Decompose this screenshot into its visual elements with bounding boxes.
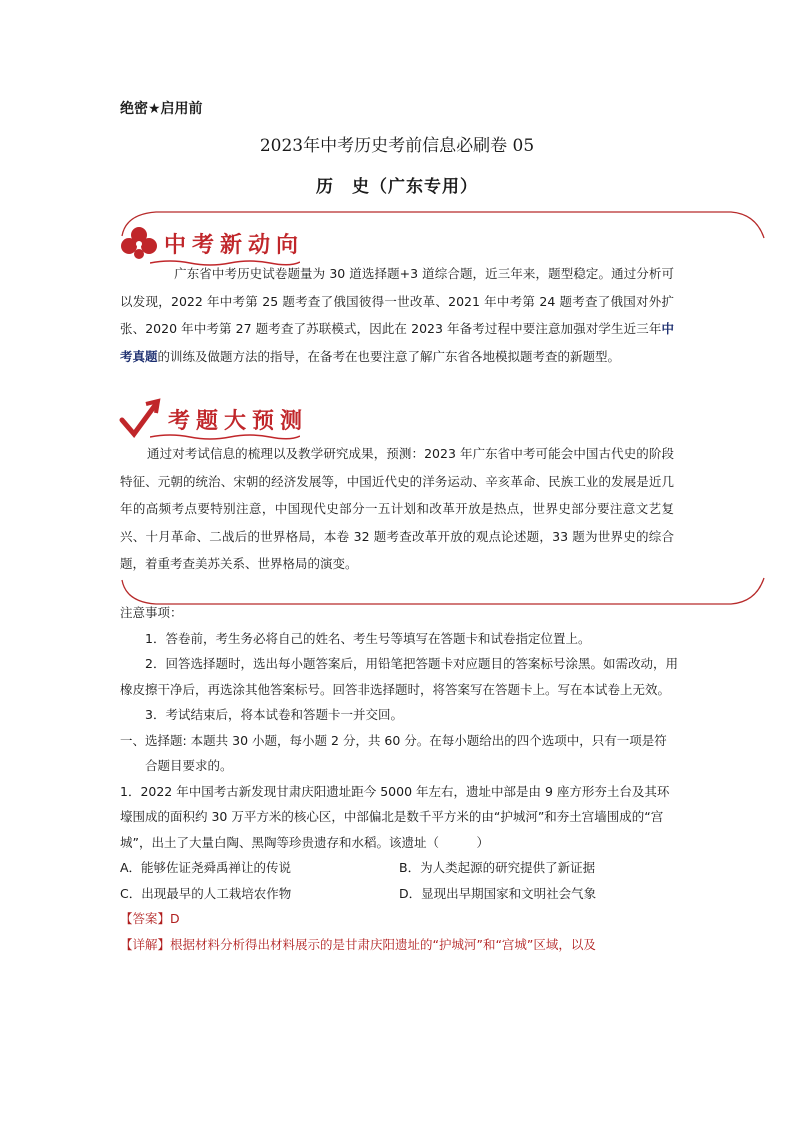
option-d[interactable]: D．显现出早期国家和文明社会气象 (399, 885, 597, 901)
note-item: 1．答卷前，考生务必将自己的姓名、考生号等填写在答题卡和试卷指定位置上。 (145, 630, 591, 646)
heading-underline (150, 432, 300, 440)
trend-text-c: 的训练及做题方法的指导，在备考在也要注意了解广东省各地模拟题考查的新题型。 (157, 348, 621, 364)
notes-block (120, 600, 678, 957)
exam-subject: 历 史（广东专用） (316, 177, 478, 197)
note-item: 3．考试结束后，将本试卷和答题卡一并交回。 (145, 707, 403, 722)
trend-text-a: 广东省中考历史试卷题量为 30 道选择题+3 道综合题，近三年来，题型稳定。通过分析可以发现，2022 年中考第 25 题考查了俄国彼得一世改革、2021 年中考第 24 题考查了俄国对外扩张、2020 年中考第 27 题考查了苏联模式，因此在 2023 年备考过程中要注意加强对学生近三年 (120, 266, 674, 336)
confidential-label: 绝密★启用前 (120, 101, 203, 117)
options-row (120, 855, 678, 881)
option-b[interactable]: B．为人类起源的研究提供了新证据 (399, 860, 596, 875)
flower-icon (120, 226, 158, 262)
forecast-heading: 考题大预测 (168, 409, 309, 434)
notes-heading: 注意事项： (120, 605, 183, 620)
section-heading: 一、选择题: 本题共 30 小题，每小题 2 分，共 60 分。在每小题给出的四个选项中，只有一项是符合题目要求的。 (120, 732, 667, 773)
answer-label: 【答案】D (120, 911, 180, 926)
note-item: 2．回答选择题时，选出每小题答案后，用铅笔把答题卡对应题目的答案标号涂黑。如需改动，用橡皮擦干净后，再选涂其他答案标号。回答非选择题时，将答案写在答题卡上。写在本试卷上无效。 (120, 656, 678, 697)
option-c[interactable]: C．出现最早的人工栽培农作物 (120, 885, 292, 901)
trend-heading: 中考新动向 (164, 233, 305, 258)
forecast-paragraph: 通过对考试信息的梳理以及教学研究成果，预测：2023 年广东省中考可能会中国古代史的阶段特征、元朝的统治、宋朝的经济发展等，中国近代史的洋务运动、辛亥革命、民族工业的发展是近几年的高频考点要特别注意，中国现代史部分一五计划和改革开放是热点，世界史部分要注意文艺复兴、十月革命、二战后的世界格局，本卷 32 题考查改革开放的观点论述题，33 题为世界史的综合题，着重考查美苏关系、世界格局的演变。 (120, 446, 674, 571)
exam-title: 2023年中考历史考前信息必刷卷 05 (259, 136, 535, 156)
trend-paragraph (120, 260, 674, 370)
question-stem: 1．2022 年中国考古新发现甘肃庆阳遗址距今 5000 年左右，遗址中部是由 9 座方形夯土台及其环壕围成的面积约 30 万平方米的核心区，中部偏北是数千平方米的由“护城河”和夯土宫墙围成的“宫城”，出土了大量白陶、黑陶等珍贵遗存和水稻。该遗址（ ） (120, 783, 670, 850)
option-a[interactable]: A．能够佐证尧舜禹禅让的传说 (120, 860, 292, 875)
explanation: 【详解】根据材料分析得出材料展示的是甘肃庆阳遗址的“护城河”和“宫城”区域，以及 (120, 936, 596, 952)
options-row (120, 881, 678, 907)
trend-highlight: 中考真题 (120, 321, 674, 364)
